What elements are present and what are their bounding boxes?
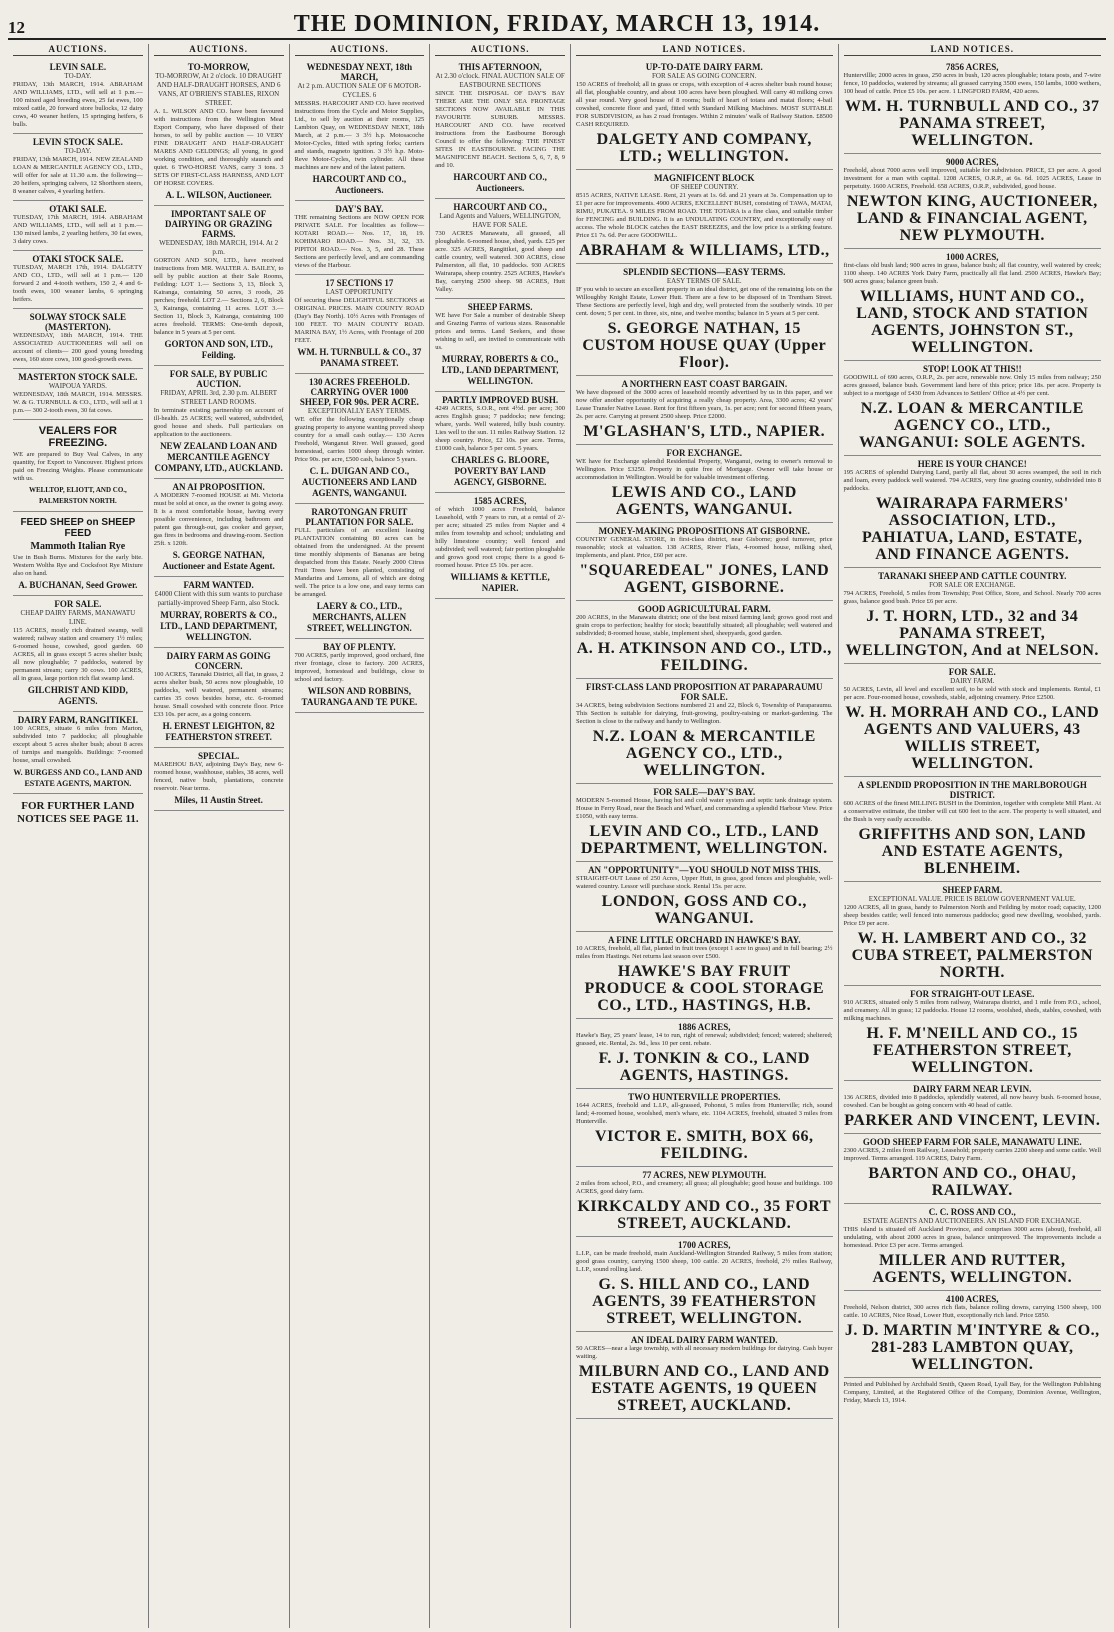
ad-body: THIS island is situated off Auckland Province, and comprises 3000 acres (about), freehold, all undulating, with about 2000 acres in grass, balance unimproved. The improvements include a homestead. Price £3 per acre. Terms arranged. <box>843 1226 1102 1249</box>
feed-headline: FEED SHEEP on SHEEP FEED <box>20 517 136 539</box>
ad-signature: MILLER AND RUTTER, AGENTS, WELLINGTON. <box>872 1252 1073 1286</box>
vealers-body: WE are prepared to Buy Veal Calves, in any quantity, for Export to Vancouver. Highest prices paid on Freezing Weights. Please communicate with us. <box>13 451 143 482</box>
classified-ad <box>844 664 1102 777</box>
ad-body: 50 ACRES—near a large township, with all necessary modern buildings for dairying. Cash buyer waiting. <box>576 1345 833 1360</box>
ad-title: AN IDEAL DAIRY FARM WANTED. <box>630 1335 778 1345</box>
ad-title: TARANAKI SHEEP AND CATTLE COUNTRY. <box>878 571 1067 581</box>
ad-signature: S. GEORGE NATHAN, Auctioneer and Estate Agent. <box>162 550 275 571</box>
ad-signature: LONDON, GOSS AND CO., WANGANUI. <box>601 893 807 927</box>
ad-title: THIS AFTERNOON, <box>458 62 542 72</box>
ad-title: STOP! LOOK AT THIS!! <box>922 364 1022 374</box>
ad-subtitle: FOR SALE AS GOING CONCERN. <box>652 72 757 80</box>
ad-signature: WM. H. TURNBULL & CO., 37 PANAMA STREET. <box>297 347 422 368</box>
ad-body: of which 1000 acres Freehold, balance Leasehold, with 7 years to run, at a rental of 2/- per acre; situated 25 miles from Napier and 4 miles from township and school; undulating and hilly limestone country; well fenced and subdivided; well watered; fair portion ploughable and grows good root crops; there is a good 6-roomed house. Price £5 10s. per acre. <box>435 506 565 569</box>
ad-body: MAREHOU BAY, adjoining Day's Bay, new 6-roomed house, washhouse, stables, 38 acres, well fenced, native bush, plantations, concrete reservoir. Near terms. <box>153 761 284 792</box>
ad-title: FOR EXCHANGE. <box>666 448 743 458</box>
classified-ad <box>295 201 425 275</box>
classified-ad <box>844 361 1102 456</box>
classified-ad <box>435 299 565 392</box>
ad-signature: NEW ZEALAND LOAN AND MERCANTILE AGENCY COMPANY, LTD., AUCKLAND. <box>154 441 283 473</box>
ad-title: DAY'S BAY. <box>335 204 384 214</box>
ad-signature: CHARLES G. BLOORE, POVERTY BAY LAND AGENCY, GISBORNE. <box>451 455 550 487</box>
ad-body: 8515 ACRES, NATIVE LEASE. Rent, 21 years at 1s. 6d. and 21 years at 3s. Compensation up to £1 per acre for improvements. 4900 ACRES, EXCELLENT BUSH, consisting of TAWA, MATAI, RIMU, PUKATEA. 9 MILES FROM ROAD. THE TOTARA is a fine class, and suitable timber for FENCING and BUILDING. It is an UNDULATING COUNTRY, and exceptionally easy of access. The whole BLOCK catches the EAST BREEZES, and the low price is a striking feature. Price £1 7s. 6d. Per acre GOODWILL. <box>576 192 833 239</box>
classified-ad <box>295 504 425 639</box>
ad-subtitle: WAIPOUA YARDS. <box>48 382 107 390</box>
classified-ad <box>576 862 833 932</box>
masthead <box>8 8 1106 40</box>
ad-signature: N.Z. LOAN & MERCANTILE AGENCY CO., LTD., WELLINGTON. <box>592 728 816 779</box>
column-6 <box>839 44 1107 1628</box>
ad-title: 7856 ACRES, <box>946 62 999 72</box>
ad-body: 2 miles from school, P.O., and creamery; all grass; all ploughable; good house and buildings. 100 ACRES, good dairy farm. <box>576 1180 833 1195</box>
classified-ad <box>154 479 284 577</box>
ad-title: 17 SECTIONS 17 <box>325 278 394 288</box>
classified-ad <box>13 309 143 369</box>
ad-signature: A. L. WILSON, Auctioneer. <box>165 190 272 200</box>
ad-title: AN "OPPORTUNITY"—YOU SHOULD NOT MISS THIS. <box>588 865 821 875</box>
classified-ad <box>576 679 833 784</box>
classified-ad <box>154 648 284 748</box>
ad-title: FOR SALE, BY PUBLIC AUCTION. <box>169 369 268 389</box>
ad-signature: MILBURN AND CO., LAND AND ESTATE AGENTS, 19 QUEEN STREET, AUCKLAND. <box>578 1363 830 1414</box>
classified-ad <box>13 369 143 420</box>
ad-subtitle: WEDNESDAY, 18th MARCH, 1914. At 2 p.m. <box>159 239 279 256</box>
ad-title: IMPORTANT SALE OF DAIRYING OR GRAZING FARMS. <box>165 209 273 239</box>
ad-signature: WAIRARAPA FARMERS' ASSOCIATION, LTD., PAHIATUA, LAND, ESTATE, AND FINANCE AGENTS. <box>861 495 1083 563</box>
classified-ad <box>576 1089 833 1167</box>
ad-subtitle: TO-DAY. <box>64 72 92 80</box>
ad-title: OTAKI SALE. <box>49 204 107 214</box>
ad-signature: G. S. HILL AND CO., LAND AGENTS, 39 FEATHERSTON STREET, WELLINGTON. <box>592 1276 817 1327</box>
ad-subtitle: EXCEPTIONAL VALUE. PRICE IS BELOW GOVERNMENT VALUE. <box>868 895 1076 903</box>
ad-body: A MODERN 7-roomed HOUSE at Mt. Victoria must be sold at once, as the owner is going away. It is a most comfortable house, having every possible convenience, including bathroom and patent gas through-out, gas cooker and geyser, gas fires in bedrooms and drawing-room. Section 25ft. x 120ft. <box>153 492 284 547</box>
ad-title: A SPLENDID PROPOSITION IN THE MARLBOROUGH DISTRICT. <box>857 780 1087 800</box>
column-5 <box>571 44 839 1628</box>
ad-subtitle: EASY TERMS OF SALE. <box>666 277 742 285</box>
ad-signature: LEVIN AND CO., LTD., LAND DEPARTMENT, WELLINGTON. <box>580 823 828 857</box>
classified-ad <box>13 59 143 134</box>
ad-body: THE remaining Sections are NOW OPEN FOR PRIVATE SALE. For localities as follow— KOTARI ROAD.— Nos. 17, 18, 19. KOHIMARO ROAD.— Nos. 31, 32, 33. PIPITOI ROAD.— Nos. 3, 5, and 28. These Sections are perfectly level, and are commanding views of the Harbour. <box>294 214 425 269</box>
dairy-ad <box>13 712 143 794</box>
ad-body: 195 ACRES of splendid Dairying Land, partly all flat, about 30 acres swamped, the soil in rich and loam, every paddock well watered. 794 ACRES, very fine grazing country, subdivided into 8 paddocks. <box>843 469 1102 492</box>
ad-signature: KIRKCALDY AND CO., 35 FORT STREET, AUCKLAND. <box>577 1198 832 1232</box>
imprint: Printed and Published by Archibald Smith, Queen Road, Lyall Bay, for the Wellington Publishing Company, Limited, at the Registered Office of the Company, Dominion Avenue, Wellington, Friday, March 13, 1914. <box>843 1381 1102 1404</box>
ad-signature: LEWIS AND CO., LAND AGENTS, WANGANUI. <box>611 484 797 518</box>
further-notices: FOR FURTHER LAND NOTICES SEE PAGE 11. <box>17 800 139 825</box>
classified-ad <box>295 59 425 201</box>
section-heading: AUCTIONS. <box>13 44 143 56</box>
ad-signature: GORTON AND SON, LTD., Feilding. <box>164 339 273 360</box>
ad-title: FIRST-CLASS LAND PROPOSITION AT PARAPARAUMU FOR SALE. <box>585 682 823 702</box>
ad-title: 1585 ACRES, <box>473 496 527 506</box>
classified-ad <box>844 1081 1102 1134</box>
classified-ad <box>295 275 425 374</box>
ad-body: IF you wish to secure an excellent property in an ideal district, get one of the remaining lots on the Willoughby Knight Estate, Lower Hutt. There are a few to be disposed of in Trentham Street. These Sections are perfectly level, high and dry, well protected from the southerly winds. 10 per cent. down; 5 per cent. in three, six, nine, and twelve months; balance in 5 years at 5 per cent. <box>576 286 833 317</box>
ad-signature: GRIFFITHS AND SON, LAND AND ESTATE AGENTS, BLENHEIM. <box>858 826 1087 877</box>
ad-signature: F. J. TONKIN & CO., LAND AGENTS, HASTINGS. <box>598 1050 810 1084</box>
ad-signature: ABRAHAM & WILLIAMS, LTD., <box>578 242 830 259</box>
ad-body: Of securing these DELIGHTFUL SECTIONS at ORIGINAL PRICES. MAIN COUNTY ROAD (Day's Bay North). 10½ Acres with Frontages of 100 FEET. TO MAIN COUNTY ROAD. MARINA BAY, 1½ Acres, with Frontage of 200 FEET. <box>294 297 425 344</box>
ad-title: A FINE LITTLE ORCHARD IN HAWKE'S BAY. <box>607 935 801 945</box>
ad-subtitle: FRIDAY, APRIL 3rd, 2.30 p.m. ALBERT STREET LAND ROOMS. <box>160 389 278 406</box>
ad-body: GOODWILL of 690 acres, O.R.P., 2s. per acre, renewable now. Only 15 miles from railway; 250 acres grassed, balance bush. Government land here of this price; price 18s. per acre. Property is subject to a mortgage of £430 from Advances to Settlers' Office at 4½ per cent. <box>843 374 1102 397</box>
classified-ad <box>295 639 425 713</box>
ad-title: MAGNIFICENT BLOCK <box>653 173 755 183</box>
vealers-headline: VEALERS FOR FREEZING. <box>38 425 117 449</box>
ad-title: MONEY-MAKING PROPOSITIONS AT GISBORNE. <box>598 526 810 536</box>
ad-subtitle: £4000 Client with this sum wants to purchase partially-improved Sheep Farm, also Stock. <box>154 590 283 607</box>
ad-signature: HAWKE'S BAY FRUIT PRODUCE & COOL STORAGE CO., LTD., HASTINGS, H.B. <box>584 963 825 1014</box>
ad-title: C. C. ROSS AND CO., <box>928 1207 1016 1217</box>
ad-signature: HARCOURT AND CO., Auctioneers. <box>453 172 547 193</box>
classified-ad <box>435 392 565 493</box>
ad-signature: "SQUAREDEAL" JONES, LAND AGENT, GISBORNE. <box>579 562 830 596</box>
ad-signature: M'GLASHAN'S, LTD., NAPIER. <box>583 423 826 440</box>
ad-subtitle: DAIRY FARM. <box>950 677 995 685</box>
ad-body: WEDNESDAY, 18th MARCH, 1914. MESSRS. W. & G. TURNBULL & CO., LTD., will sell at 1 p.m.— 300 2-tooth ewes, 30 fat cows. <box>13 391 143 414</box>
ad-title: 9000 ACRES, <box>946 157 999 167</box>
classified-ad <box>435 59 565 199</box>
ad-body: GORTON AND SON, LTD., have received instructions from MR. WALTER A. BAILEY, to sell by public auction at their Sale Rooms, Feilding: LOT 1.— Sections 3, 13, Block 3, Kairanga, containing 50 acres, 3 roods, 26 perches; freehold. LOT 2.— Sections 2, 6, Block 3, Kairanga, containing 11 acres. LOT 3.— Section 11, Block 3, Kairanga, containing 100 acres freehold. TERMS: One-tenth deposit, balance in 5 years at 5 per cent. <box>153 257 284 336</box>
ad-title: 1886 ACRES, <box>678 1022 731 1032</box>
newspaper-title: THE DOMINION, FRIDAY, MARCH 13, 1914. <box>293 11 821 37</box>
ad-subtitle: Land Agents and Valuers, WELLINGTON, HAVE FOR SALE. <box>439 212 561 229</box>
ad-body: STRAIGHT-OUT Lease of 250 Acres, Upper Hutt, in grass, good fences and ploughable, well-watered country. Lessor will purchase stock. Rental 15s. per acre. <box>576 875 833 890</box>
ad-title: DAIRY FARM NEAR LEVIN. <box>913 1084 1032 1094</box>
classified-ad <box>576 1237 833 1332</box>
dairy-signature: W. BURGESS AND CO., LAND AND ESTATE AGENTS, MARTON. <box>13 768 143 788</box>
ad-signature: WILSON AND ROBBINS, TAURANGA AND TE PUKE. <box>301 686 418 707</box>
ad-body: 700 ACRES, partly improved, good orchard, fine river frontage, close to factory. 200 ACRES, improved, homestead and buildings, close to school and factory. <box>294 652 425 683</box>
classified-ad <box>576 601 833 679</box>
column-2 <box>149 44 290 1628</box>
classified-ad <box>576 932 833 1019</box>
forsale-ad <box>13 596 143 712</box>
ad-title: UP-TO-DATE DAIRY FARM. <box>645 62 763 72</box>
feed-signature: A. BUCHANAN, Seed Grower. <box>18 580 138 590</box>
ad-subtitle: TO-MORROW, At 2 o'clock. 10 DRAUGHT AND HALF-DRAUGHT HORSES, AND 6 VANS, AT O'BRIEN'S STABLES, RIXON STREET. <box>155 72 282 107</box>
ad-signature: WILLIAMS & KETTLE, NAPIER. <box>450 572 550 593</box>
classified-ad <box>154 577 284 648</box>
classified-ad <box>844 249 1102 361</box>
ad-signature: Miles, 11 Austin Street. <box>174 795 263 805</box>
classified-ad <box>844 59 1102 154</box>
ad-subtitle: At 2.30 o'clock. FINAL AUCTION SALE OF EASTBOURNE SECTIONS <box>435 72 565 89</box>
ad-body: In terminate existing partnership on account of ill-health. 25 ACRES; well watered, subdivided, good house and sheds. Full particulars on application to the auctioneers. <box>153 407 284 438</box>
ad-signature: J. D. MARTIN M'INTYRE & CO., 281-283 LAMBTON QUAY, WELLINGTON. <box>844 1322 1100 1373</box>
ad-title: AN AI PROPOSITION. <box>172 482 265 492</box>
ad-title: 77 ACRES, NEW PLYMOUTH. <box>642 1170 767 1180</box>
ad-title: 1700 ACRES, <box>678 1240 731 1250</box>
ad-body: L.I.P., can be made freehold, main Auckland-Wellington Stranded Railway, 5 miles from station; good grass country, carrying 1500 sheep, 100 cattle. 20 ACRES, freehold, 2½ miles Railway, L.I.P., sound rolling land. <box>576 1250 833 1273</box>
classified-ad <box>13 251 143 309</box>
ad-title: SPLENDID SECTIONS—EASY TERMS. <box>623 267 786 277</box>
ad-title: MASTERTON STOCK SALE. <box>18 372 138 382</box>
ad-body: WE offer the following exceptionally cheap grazing property to anyone wanting proved sheep country for a small cash outlay.— 130 Acres Freehold, Wanganui River. Well grassed, good homestead, carries 1000 sheep through winter. Price 90s. per acre, £500 cash, balance 5 years. <box>294 416 425 463</box>
classified-ad <box>154 748 284 811</box>
ad-body: WEDNESDAY, 18th MARCH, 1914. THE ASSOCIATED AUCTIONEERS will sell on account of clients— 200 good young breeding ewes, 160 store cows, 100 good-growth ewes. <box>13 332 143 363</box>
classified-ad <box>844 882 1102 986</box>
classified-ad <box>576 1167 833 1237</box>
ad-title: A NORTHERN EAST COAST BARGAIN. <box>621 379 788 389</box>
ad-body: FULL particulars of an excellent leasing PLANTATION containing 80 acres can be obtained from the undersigned. At the present time monthly shipments of Bananas are being despatched from this Estate. Nearly 2000 Citrus Fruit Trees have been planted, consisting of Mandarins and Lemons, all of which are doing well. The price is a low one, and easy terms can be arranged. <box>294 527 425 598</box>
ad-body: 1200 ACRES, all in grass, handy to Palmerston North and Feilding by motor road; capacity, 1200 sheep besides cattle; well fenced into numerous paddocks; good new dwelling, woolshed, yards. Price £9 per acre. <box>843 904 1102 927</box>
classified-ad <box>844 154 1102 249</box>
ad-body: SINCE THE DISPOSAL OF DAY'S BAY THERE ARE THE ONLY SEA FRONTAGE SECTIONS NOW AVAILABLE IN THIS FAVOURITE SUBURB. MESSRS. HARCOURT AND CO. have received instructions from the Eastbourne Borough Council to offer the following: THE FINEST SITES IN EASTBOURNE. FACING THE MAGNIFICENT BEACH. Sections 5, 6, 7, 8, 9 and 10. <box>435 90 565 169</box>
ad-subtitle: FOR SALE OR EXCHANGE. <box>929 581 1016 589</box>
ad-body: COUNTRY GENERAL STORE, in first-class district, near Gisborne; good turnover, price reasonable; stock at valuation. 138 ACRES, River Flats, 4-roomed house, milking shed, implements, and plant. Price, £60 per acre. <box>576 536 833 559</box>
classified-ad <box>576 445 833 523</box>
forsale-body: 115 ACRES, mostly rich drained swamp, well watered; railway station and creamery 1½ miles; 6-roomed house, cowshed, good garden. 60 ACRES, all in grass except 5 acres shelter bush; all now ploughable; 7 paddocks, watered by permanent stream; carry 30 cows. 100 ACRES, all in grass, large portion rich flat swamp land. <box>13 627 143 682</box>
ad-body: Freehold, Nelson district, 300 acres rich flats, balance rolling downs, carrying 1500 sheep, 100 cattle. 10 ACRES, Nice Road, Lower Hutt, exceptionally rich land. Price £850. <box>843 1304 1102 1319</box>
section-heading: LAND NOTICES. <box>576 44 833 56</box>
classified-ad <box>154 59 284 206</box>
ad-title: 4100 ACRES, <box>946 1294 999 1304</box>
column-4 <box>430 44 571 1628</box>
ad-title: PARTLY IMPROVED BUSH. <box>442 395 559 405</box>
classified-ad <box>844 568 1102 664</box>
ad-signature: WM. H. TURNBULL AND CO., 37 PANAMA STREET, WELLINGTON. <box>844 98 1100 149</box>
ad-body: WE have for Exchange splendid Residential Property, Wanganui, owing to owner's removal to Wellington. Price £3250. Property in quite free of Mortgage. Owner will take house or accommodation in Wellington. Would be for valuable investment offering. <box>576 458 833 481</box>
ad-title: TWO HUNTERVILLE PROPERTIES. <box>628 1092 781 1102</box>
ad-title: GOOD SHEEP FARM FOR SALE, MANAWATU LINE. <box>862 1137 1082 1147</box>
ad-title: SOLWAY STOCK SALE (MASTERTON). <box>29 312 127 332</box>
ad-body: 600 ACRES of the finest MILLING BUSH in the Dominion, together with complete Mill Plant. At a conservative estimate, the timber will cut 600 feet to the acre. The property is well situated, and the Bush is very easily accessible. <box>843 800 1102 823</box>
ad-body: 136 ACRES, divided into 8 paddocks, splendidly watered, all now heavy bush. 6-roomed house, cowshed. Can be bought as going concern with 40 head of cattle. <box>843 1094 1102 1109</box>
feed-body: Use in Bush Burns. Mixtures for the early bite. Western Wolths Rye and Cocksfoot Rye Mixture also on hand. <box>13 554 143 577</box>
section-heading: AUCTIONS. <box>435 44 565 56</box>
ad-signature: S. GEORGE NATHAN, 15 CUSTOM HOUSE QUAY (Upper Floor). <box>582 320 827 371</box>
ad-title: FOR SALE. <box>948 667 996 677</box>
column-3 <box>290 44 431 1628</box>
classified-ad <box>576 1019 833 1089</box>
ad-body: 910 ACRES, situated only 5 miles from railway, Wairarapa district, and 1 mile from P.O., school, and creamery. All in grass; 12 paddocks. House 12 rooms, woolshed, sheds, stables, cowshed, with milking machines. <box>843 999 1102 1022</box>
ad-title: FOR STRAIGHT-OUT LEASE. <box>910 989 1035 999</box>
ad-body: TUESDAY, 17th MARCH, 1914. ABRAHAM AND WILLIAMS, LTD., will sell at 1 p.m.— 130 mixed lambs, 2 yearling heifers, 30 fat ewes, 3 dairy cows. <box>13 214 143 245</box>
feed-subheadline: Mammoth Italian Rye <box>30 541 126 552</box>
ad-signature: NEWTON KING, AUCTIONEER, LAND & FINANCIAL AGENT, NEW PLYMOUTH. <box>846 193 1098 244</box>
classified-ad <box>844 1134 1102 1204</box>
classified-ad <box>154 366 284 479</box>
ad-body: first-class old bush land; 900 acres in grass, balance bush; all flat country, well watered by creek; 1100 sheep. 140 ACRES York Dairy Farm, practically all flat land. 2500 ACRES, Hawke's Bay; 900 acres grass; balance green bush. <box>843 262 1102 285</box>
ad-title: 130 ACRES FREEHOLD. CARRYING OVER 1000 SHEEP, FOR 90s. PER ACRE. <box>299 377 419 407</box>
ad-signature: W. H. MORRAH AND CO., LAND AGENTS AND VALUERS, 43 WILLIS STREET, WELLINGTON. <box>845 704 1100 772</box>
ad-title: WEDNESDAY NEXT, 18th MARCH, <box>306 62 413 82</box>
classified-ad <box>13 201 143 251</box>
ad-body: 100 ACRES, Taranaki District, all flat, in grass, 2 acres shelter bush, 50 acres now ploughable, 10 paddocks, well watered, permanent streams; carries 35 cows besides horse, etc. 6-roomed house. Small cowshed with concrete floor. Price £33 10s. per acre, as a going concern. <box>153 671 284 718</box>
ad-subtitle: OF SHEEP COUNTRY. <box>670 183 739 191</box>
ad-signature: C. L. DUIGAN AND CO., AUCTIONEERS AND LAND AGENTS, WANGANUI. <box>301 466 417 498</box>
ad-signature: DALGETY AND COMPANY, LTD.; WELLINGTON. <box>596 131 812 165</box>
ad-body: 150 ACRES of freehold; all in grass or crops, with exception of 4 acres shelter bush round house; all flat, ploughable country, and about 100 acres have been ploughed. Will carry 40 milking cows all year round. Very good house of 8 rooms; built of heart of totara and matai floors; 4-bail cowshed, concrete floor and yard, fitted with Standard Milking Machines. MOST SUITABLE FOR SUBDIVISION, as has 2 road frontages. Within 2 minutes' walk of Railway Station. £8500 CASH REQUIRED. <box>576 81 833 128</box>
ad-signature: HARCOURT AND CO., Auctioneers. <box>312 174 407 195</box>
column-1 <box>8 44 149 1628</box>
classified-ad <box>576 170 833 264</box>
ad-body: Freehold, about 7000 acres well improved, suitable for subdivision. PRICE, £3 per acre. A good investment for a man with capital. 1208 ACRES, O.R.P., at 6s. 6d. 1025 ACRES, Lease in perpetuity. 1600 ACRES, Freehold. 658 ACRES, O.R.P., subdivided, good house. <box>843 167 1102 190</box>
ad-body: We have disposed of the 3000 acres of leasehold recently advertised by us in this paper, and we now offer another opportunity of acquiring a really cheap property. Area, 3300 acres; 42 years' Lease Transfer Native Lease. Rent for first fifteen years, 1s. per acre; rent for second fifteen years, 2s. per acre. Carrying at present 2500 sheep. Price £2000. <box>576 389 833 420</box>
ad-signature: LAERY & CO., LTD., MERCHANTS, ALLEN STREET, WELLINGTON. <box>306 601 412 633</box>
ad-signature: MURRAY, ROBERTS & CO., LTD., LAND DEPARTMENT, WELLINGTON. <box>160 610 278 642</box>
ad-body: 4249 ACRES, S.O.R., rent 4½d. per acre; 300 acres English grass; 7 paddocks; new fencing; whare, yards. Well watered, hilly bush country. Lies well to the sun. 11 miles Railway Station. 12 sheep country. Price, £2 10s. per acre. Terms, £1000 cash, balance 5 per cent. 5 years. <box>435 405 565 452</box>
ad-title: SHEEP FARMS. <box>467 302 533 312</box>
ad-subtitle: ESTATE AGENTS AND AUCTIONEERS. AN ISLAND FOR EXCHANGE. <box>863 1217 1082 1225</box>
ad-title: SHEEP FARM. <box>942 885 1003 895</box>
ad-title: GOOD AGRICULTURAL FARM. <box>637 604 771 614</box>
classified-ad <box>295 374 425 504</box>
feed-ad <box>13 512 143 596</box>
ad-body: 34 ACRES, being subdivision Sections numbered 21 and 22, Block 6, Township of Paraparaumu. This Section is suitable for dairying, fruit-growing, poultry-raising or market-gardening. The Section is close to the railway and handy to Wellington. <box>576 702 833 725</box>
classified-ad <box>844 456 1102 568</box>
ad-signature: VICTOR E. SMITH, BOX 66, FEILDING. <box>595 1128 814 1162</box>
ad-body: 794 ACRES, Freehold, 5 miles from Township; Post Office, Store, and School. Nearly 700 acres grass, balance good bush. Price £6 per acre. <box>843 590 1102 605</box>
ad-body: FRIDAY, 13th MARCH, 1914. ABRAHAM AND WILLIAMS, LTD., will sell at 1 p.m.— 100 mixed aged breeding ewes, 25 fat ewes, 100 mixed cattle, 20 forward store bullocks, 12 dairy cows, 40 weaner heifers, 15 springing heifers, 6 bulls. <box>13 81 143 128</box>
dairy-body: 100 ACRES, situate 6 miles from Marton, subdivided into 7 paddocks; all ploughable except about 5 acres shelter bush; about 8 acres of turnips and mangolds. Buildings: 7-roomed house, small cowshed. <box>13 725 143 764</box>
vealers-ad <box>13 420 143 512</box>
ad-title: LEVIN STOCK SALE. <box>32 137 123 147</box>
ad-subtitle: At 2 p.m. AUCTION SALE OF 6 MOTOR-CYCLES. 6 <box>297 82 422 99</box>
ad-subtitle: LAST OPPORTUNITY <box>325 288 394 296</box>
ad-signature: MURRAY, ROBERTS & CO., LTD., LAND DEPARTMENT, WELLINGTON. <box>441 354 559 386</box>
ad-title: HERE IS YOUR CHANCE! <box>917 459 1027 469</box>
ad-subtitle: TO-DAY. <box>64 147 92 155</box>
ad-body: TUESDAY, MARCH 17th, 1914. DALGETY AND CO., LTD., will sell at 1 p.m.— 120 forward 2 and 4-tooth wethers, 150 2, 4 and 6-tooth ewes, 100 weaner lambs, 6 springing heifers. <box>13 264 143 303</box>
ad-title: DAIRY FARM AS GOING CONCERN. <box>166 651 271 671</box>
ad-body: 10 ACRES, freehold, all flat, planted in fruit trees (except 1 acre in grass) and in full bearing; 2½ miles from Hastings. Net returns last season over £500. <box>576 945 833 960</box>
forsale-signature: GILCHRIST AND KIDD, AGENTS. <box>27 685 128 706</box>
classified-ad <box>844 1291 1102 1378</box>
ad-signature: W. H. LAMBERT AND CO., 32 CUBA STREET, PALMERSTON NORTH. <box>851 930 1093 981</box>
section-heading: AUCTIONS. <box>154 44 284 56</box>
section-heading: AUCTIONS. <box>295 44 425 56</box>
ad-body: 50 ACRES, Levin, all level and excellent soil, to be sold with stock and implements. Rental, £1 per acre. Four-roomed house, cowsheds, stable, adjoining creamery. Price £2500. <box>843 686 1102 701</box>
ad-body: 2300 ACRES, 2 miles from Railway, Leasehold; property carries 2200 sheep and some cattle. Well improved. Terms arranged. 119 ACRES, Dairy Farm. <box>843 1147 1102 1162</box>
classified-ad <box>13 134 143 201</box>
classified-ad <box>576 523 833 601</box>
ad-title: OTAKI STOCK SALE. <box>32 254 124 264</box>
ad-body: FRIDAY, 13th MARCH, 1914. NEW ZEALAND LOAN & MERCANTILE AGENCY CO., LTD., will offer for sale at 11.30 a.m. the following— 20 heifers, springing calvers, 12 Shorthorn steers, 8 weaner calves, 4 yearling heifers. <box>13 156 143 195</box>
ad-signature: A. H. ATKINSON AND CO., LTD., FEILDING. <box>576 640 832 674</box>
dairy-title: DAIRY FARM, RANGITIKEI. <box>17 715 138 725</box>
ad-signature: PARKER AND VINCENT, LEVIN. <box>844 1112 1101 1129</box>
ad-body: 730 ACRES Manawatu, all grassed, all ploughable. 6-roomed house, shed, yards. £25 per acre. 325 ACRES, Rangitikei, good sheep and cattle country, well watered. 300 ACRES, close Palmerston, all flat, 10 paddocks. 930 ACRES Wairarapa, sheep country. 2525 ACRES, Hawke's Bay, carrying 2500 sheep. 98 ACRES, Hutt Valley. <box>435 230 565 293</box>
ad-title: RAROTONGAN FRUIT PLANTATION FOR SALE. <box>305 507 414 527</box>
forsale-sub: CHEAP DAIRY FARMS, MANAWATU LINE. <box>20 609 136 626</box>
classified-ad <box>576 784 833 862</box>
forsale-title: FOR SALE. <box>54 599 102 609</box>
ad-title: HARCOURT AND CO., <box>453 202 547 212</box>
section-heading: LAND NOTICES. <box>844 44 1102 56</box>
classified-ad <box>576 264 833 376</box>
ad-title: FARM WANTED. <box>183 580 254 590</box>
ad-title: SPECIAL. <box>197 751 240 761</box>
classified-ad <box>435 199 565 299</box>
classified-ad <box>576 59 833 170</box>
ad-body: A. L. WILSON AND CO. have been favoured with instructions from the Wellington Meat Export Company, who have disposed of their horses, to sell by public auction — 10 VERY FINE DRAUGHT AND HALF-DRAUGHT MARES AND GELDINGS; all young, in good working condition, and thoroughly staunch and quiet. 6 TWO-HORSE VANS, carry 3 tons. 3 SETS OF FIRST-CLASS HARNESS, AND LOT OF HORSE COVERS. <box>153 108 284 187</box>
ad-title: LEVIN SALE. <box>49 62 107 72</box>
ad-body: Hawke's Bay, 25 years' lease, 14 to run, right of renewal; subdivided; fenced; watered; sheltered; grassed, etc. Rental, 2s. 9d., less 10 per cent. rebate. <box>576 1032 833 1047</box>
ad-body: 200 ACRES, in the Manawatu district; one of the best mixed farming land; grows good root and grain crops to perfection; healthy for stock; beautifully situated; all ploughable; well watered and subdivided; 8-roomed house, stable, implement shed, sheepyards, good garden. <box>576 614 833 637</box>
ad-title: 1000 ACRES, <box>946 252 999 262</box>
columns <box>8 44 1106 1628</box>
ad-title: BAY OF PLENTY. <box>323 642 396 652</box>
classified-ad <box>576 376 833 445</box>
ad-signature: H. F. M'NEILL AND CO., 15 FEATHERSTON STREET, WELLINGTON. <box>866 1025 1079 1076</box>
ad-body: WE have For Sale a number of desirable Sheep and Grazing Farms of various sizes. Reasonable prices and terms. Land Seekers, and those wishing to sell, are invited to communicate with us. <box>435 312 565 351</box>
page-number: 12 <box>8 18 25 37</box>
classified-ad <box>844 777 1102 882</box>
ad-body: MODERN 5-roomed House, having hot and cold water system and septic tank drainage system. House in Ferry Road, near the Beach and Wharf, and commanding a splendid Harbour View. Price £1050, with easy terms. <box>576 797 833 820</box>
ad-title: FOR SALE—DAY'S BAY. <box>653 787 756 797</box>
ad-signature: WILLIAMS, HUNT AND CO., LAND, STOCK AND STATION AGENTS, JOHNSTON ST., WELLINGTON. <box>856 288 1089 356</box>
ad-signature: N.Z. LOAN & MERCANTILE AGENCY CO., LTD., WANGANUI: SOLE AGENTS. <box>858 400 1086 451</box>
classified-ad <box>844 1204 1102 1291</box>
ad-subtitle: EXCEPTIONALLY EASY TERMS. <box>307 407 411 415</box>
classified-ad <box>435 493 565 599</box>
ad-signature: BARTON AND CO., OHAU, RAILWAY. <box>868 1165 1077 1199</box>
vealers-signature: WELLTOP, ELIOTT, AND CO., PALMERSTON NORTH. <box>28 486 127 505</box>
classified-ad <box>844 986 1102 1081</box>
ad-body: MESSRS. HARCOURT AND CO. have received instructions from the Cycle and Motor Supplies, Ltd., to sell by auction at their rooms, 125 Lambton Quay, on WEDNESDAY NEXT, 18th March, at 2 p.m.— 3 3½ h.p. Motosacoche Motor-Cycles, fitted with spring forks; carriers and stands, magneto ignition. 3 3½ h.p. Moto-Reve Motor-Cycles, twin cylinder. All these machines are new and of the latest pattern. <box>294 100 425 171</box>
ad-signature: J. T. HORN, LTD., 32 and 34 PANAMA STREET, WELLINGTON, And at NELSON. <box>845 608 1099 659</box>
ad-signature: H. ERNEST LEIGHTON, 82 FEATHERSTON STREET. <box>162 721 275 742</box>
ad-title: TO-MORROW, <box>187 62 250 72</box>
ad-body: Huntervillle; 2000 acres in grass, 250 acres in bush, 120 acres ploughable; totara posts, and 7-wire fence, 10 paddocks, watered by streams; all grassed carrying 3500 ewes, 150 lambs, 1000 wethers, 100 head of cattle. Price £5 10s. per acre. 1 LINGFORD FARM, 420 acres. <box>843 72 1102 95</box>
classified-ad <box>154 206 284 366</box>
classified-ad <box>576 1332 833 1419</box>
ad-body: 1644 ACRES, freehold and L.I.P., all-grassed, Pohonui, 5 miles from Hunterville; rich, sound land; 4-roomed house, woolshed, men's whare, etc. 1104 ACRES, freehold, situated 3 miles from Hunterville. <box>576 1102 833 1125</box>
